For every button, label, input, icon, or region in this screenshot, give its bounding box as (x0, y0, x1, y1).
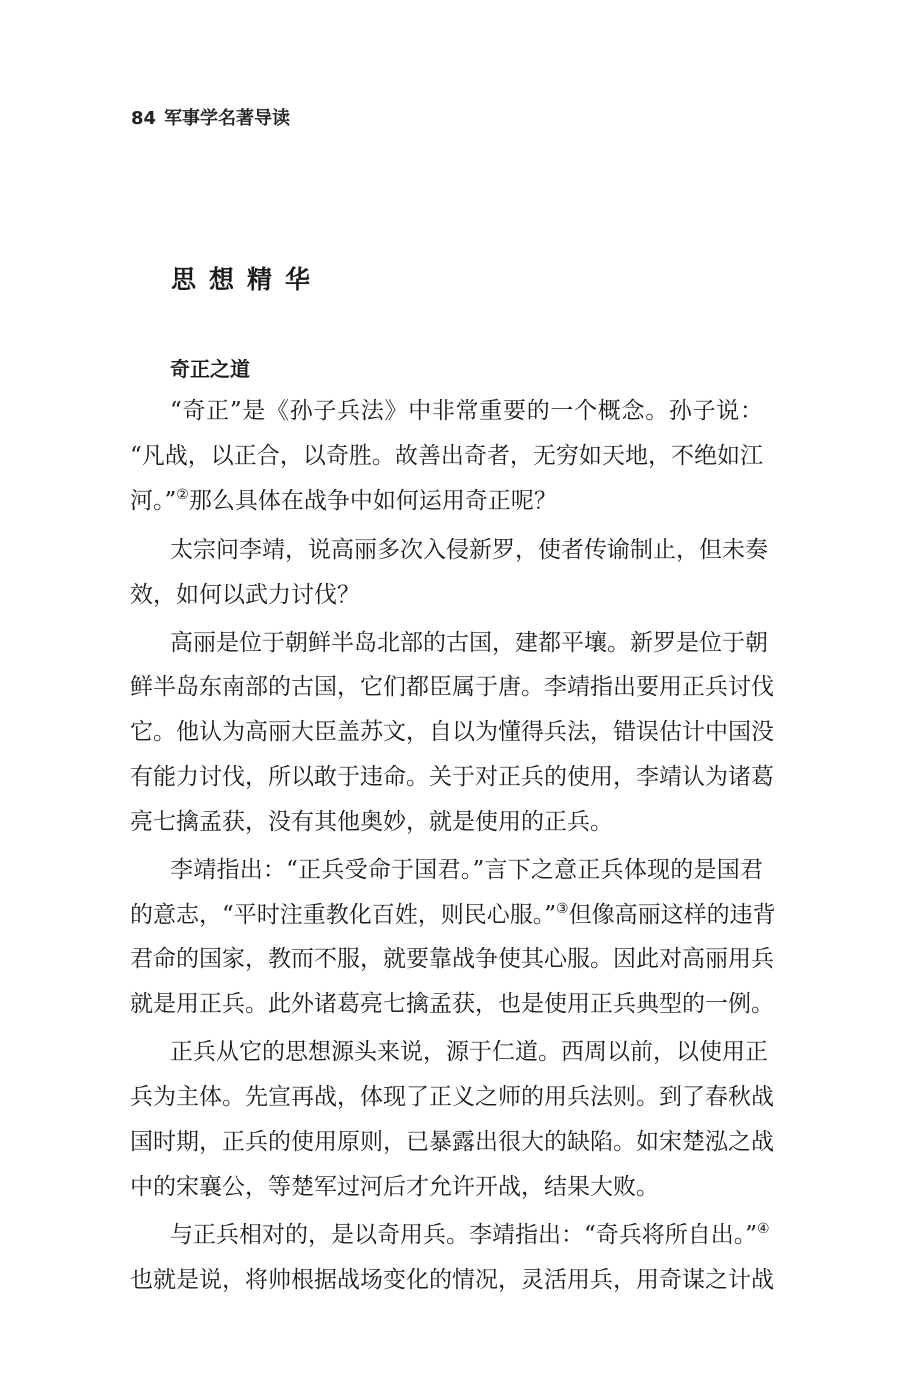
paragraph-line: 兵为主体。先宣再战，体现了正义之师的用兵法则。到了春秋战 (130, 1084, 774, 1110)
paragraph-line: 亮七擒孟获，没有其他奥妙，就是使用的正兵。 (130, 809, 613, 835)
paragraph-line: “凡战，以正合，以奇胜。故善出奇者，无穷如天地，不绝如江 (130, 443, 763, 469)
paragraph-line: 效，如何以武力讨伐？ (130, 582, 360, 608)
paragraph-line: 国时期，正兵的使用原则，已暴露出很大的缺陷。如宋楚泓之战 (130, 1129, 774, 1155)
paragraph-line: 也就是说，将帅根据战场变化的情况，灵活用兵，用奇谋之计战 (130, 1267, 774, 1293)
footnote-marker: ③ (556, 901, 569, 917)
running-head (131, 104, 290, 130)
book-title: 军事学名著导读 (164, 108, 291, 129)
paragraph-line: “奇正”是《孙子兵法》中非常重要的一个概念。孙子说： (170, 398, 763, 424)
paragraph-line: 君命的国家，教而不服，就要靠战争使其心服。因此对高丽用兵 (130, 946, 774, 972)
section-title: 思想精华 (171, 265, 324, 294)
paragraph-line: 有能力讨伐，所以敢于违命。关于对正兵的使用，李靖认为诸葛 (130, 764, 774, 790)
paragraph-line: 它。他认为高丽大臣盖苏文，自以为懂得兵法，错误估计中国没 (130, 719, 774, 745)
paragraph-line: 就是用正兵。此外诸葛亮七擒孟获，也是使用正兵典型的一例。 (130, 991, 774, 1017)
paragraph-line: 正兵从它的思想源头来说，源于仁道。西周以前，以使用正 (170, 1039, 768, 1065)
footnote-marker: ② (176, 487, 189, 503)
paragraph-line: 太宗问李靖，说高丽多次入侵新罗，使者传谕制止，但未奏 (170, 537, 768, 563)
paragraph-line: 中的宋襄公，等楚军过河后才允许开战，结果大败。 (130, 1174, 659, 1200)
paragraph-line: 河。”②那么具体在战争中如何运用奇正呢？ (130, 487, 557, 514)
paragraph-line: 与正兵相对的，是以奇用兵。李靖指出：“奇兵将所自出。”④ (170, 1221, 770, 1248)
paragraph-line: 鲜半岛东南部的古国，它们都臣属于唐。李靖指出要用正兵讨伐 (130, 674, 774, 700)
footnote-marker: ④ (757, 1221, 770, 1237)
subheading: 奇正之道 (170, 357, 250, 381)
page-number: 84 (131, 108, 157, 129)
paragraph-line: 李靖指出：“正兵受命于国君。”言下之意正兵体现的是国君 (170, 857, 763, 883)
paragraph-line: 的意志，“平时注重教化百姓，则民心服。”③但像高丽这样的违背 (130, 901, 776, 928)
paragraph-line: 高丽是位于朝鲜半岛北部的古国，建都平壤。新罗是位于朝 (170, 630, 768, 656)
